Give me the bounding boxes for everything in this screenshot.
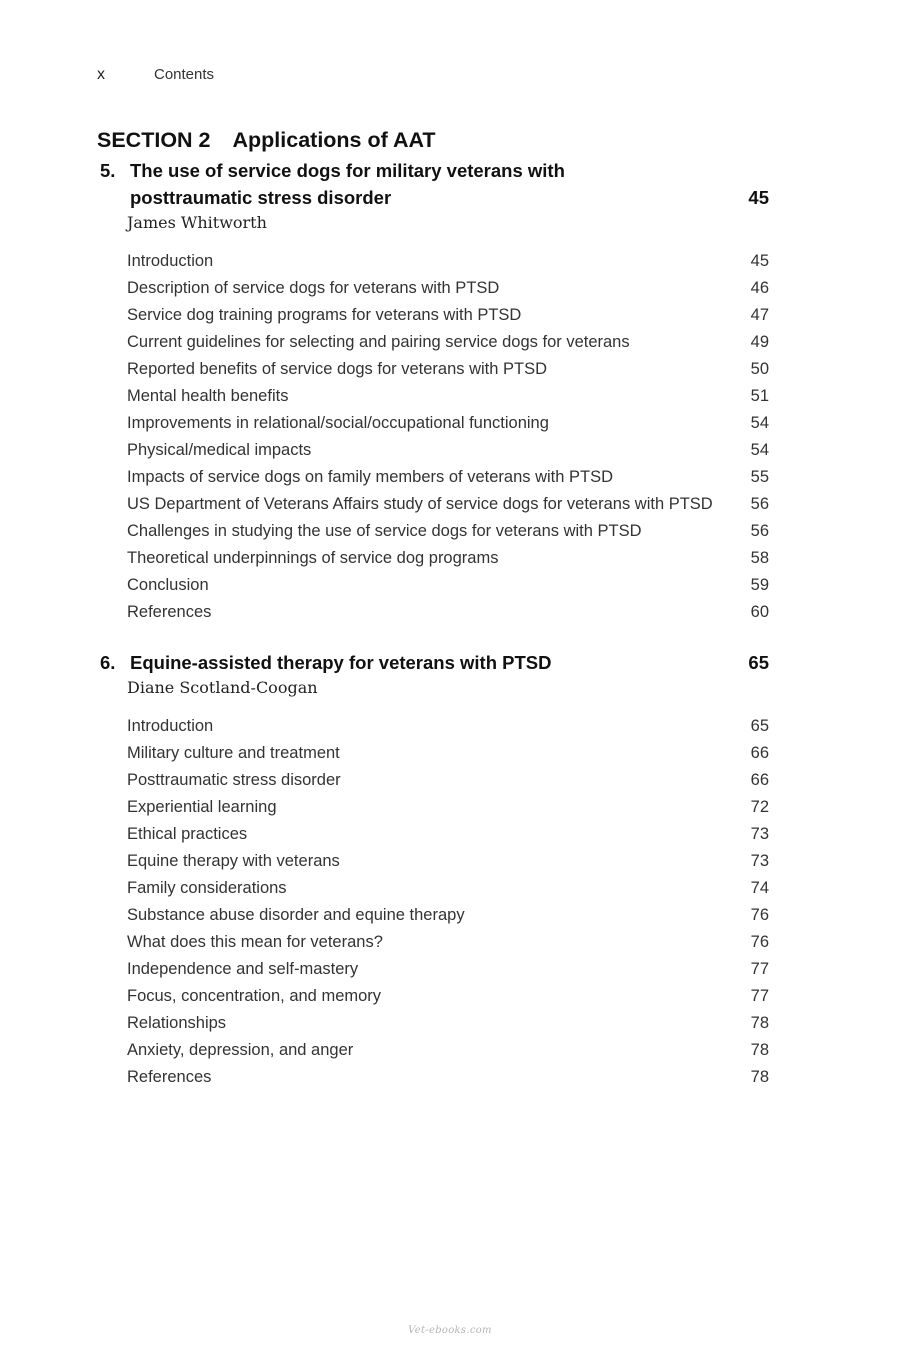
toc-entry-title: Theoretical underpinnings of service dog programs xyxy=(127,549,499,567)
toc-entry[interactable] xyxy=(127,713,772,740)
toc-entry[interactable] xyxy=(127,356,772,383)
toc-entry-title: Substance abuse disorder and equine therapy xyxy=(127,906,465,924)
chapter-title-line: Equine-assisted therapy for veterans with PTSD xyxy=(130,652,552,673)
toc-entry[interactable] xyxy=(127,275,772,302)
toc-entry[interactable] xyxy=(127,740,772,767)
toc-entry[interactable] xyxy=(127,491,772,518)
toc-entry[interactable] xyxy=(127,875,772,902)
toc-entry-page: 59 xyxy=(750,576,769,594)
chapter-title xyxy=(130,157,772,211)
toc-entry-title: Service dog training programs for veterans with PTSD xyxy=(127,306,522,324)
toc-entry-title: Improvements in relational/social/occupational functioning xyxy=(127,414,549,432)
running-title: Contents xyxy=(154,66,215,83)
toc-entry-page: 74 xyxy=(750,879,769,897)
toc-entry-title: What does this mean for veterans? xyxy=(127,933,383,951)
toc-entry[interactable] xyxy=(127,518,772,545)
toc-entry-page: 47 xyxy=(750,306,769,324)
toc-entry[interactable] xyxy=(127,329,772,356)
toc-entry-page: 45 xyxy=(750,252,769,270)
toc-entry-page: 56 xyxy=(750,522,769,540)
toc-entry-title: Independence and self-mastery xyxy=(127,960,359,978)
section-heading xyxy=(97,128,436,153)
toc-entry-title: Ethical practices xyxy=(127,825,248,843)
toc-entry-title: Experiential learning xyxy=(127,798,277,816)
section-title: Applications of AAT xyxy=(232,128,436,152)
toc-entry[interactable] xyxy=(127,1064,772,1091)
toc-entry-page: 51 xyxy=(750,387,769,405)
toc-entry-page: 50 xyxy=(750,360,769,378)
chapter-6 xyxy=(97,649,772,1107)
toc-entry-title: References xyxy=(127,1068,212,1086)
toc-entry[interactable] xyxy=(127,464,772,491)
toc-entry[interactable] xyxy=(127,437,772,464)
section-label: SECTION 2 xyxy=(97,128,211,152)
toc-entry-page: 78 xyxy=(750,1068,769,1086)
toc-entry[interactable] xyxy=(127,410,772,437)
chapter-title-line: The use of service dogs for military veterans with xyxy=(130,160,565,181)
toc-entry-page: 72 xyxy=(750,798,769,816)
toc-entry-page: 77 xyxy=(750,987,769,1005)
toc-entry-page: 60 xyxy=(750,603,769,621)
toc-entry[interactable] xyxy=(127,848,772,875)
toc-entry[interactable] xyxy=(127,902,772,929)
toc-entry-page: 73 xyxy=(750,852,769,870)
toc-entry-title: Posttraumatic stress disorder xyxy=(127,771,341,789)
toc-entry-title: Physical/medical impacts xyxy=(127,441,312,459)
chapter-page-number: 45 xyxy=(748,187,769,208)
toc-entry-title: Focus, concentration, and memory xyxy=(127,987,382,1005)
toc-entry-title: Current guidelines for selecting and pairing service dogs for veterans xyxy=(127,333,630,351)
toc-entry[interactable] xyxy=(127,383,772,410)
toc-entry[interactable] xyxy=(127,1037,772,1064)
toc-entry[interactable] xyxy=(127,983,772,1010)
toc-entry-page: 58 xyxy=(750,549,769,567)
toc-entry-page: 46 xyxy=(750,279,769,297)
toc-entry-title: Military culture and treatment xyxy=(127,744,340,762)
toc-entry-page: 56 xyxy=(750,495,769,513)
toc-entry-title: Introduction xyxy=(127,717,214,735)
toc-entry[interactable] xyxy=(127,302,772,329)
toc-entry[interactable] xyxy=(127,956,772,983)
chapter-page-number: 65 xyxy=(748,652,769,673)
toc-entry-page: 76 xyxy=(750,906,769,924)
toc-entry-title: US Department of Veterans Affairs study of service dogs for veterans with PTSD xyxy=(127,495,713,513)
toc-entry-page: 54 xyxy=(750,414,769,432)
toc-entry-title: Equine therapy with veterans xyxy=(127,852,340,870)
chapter-author: Diane Scotland-Coogan xyxy=(127,678,318,697)
toc-entry-title: Description of service dogs for veterans with PTSD xyxy=(127,279,500,297)
toc-entry-page: 65 xyxy=(750,717,769,735)
toc-entry[interactable] xyxy=(127,545,772,572)
toc-entry-title: Reported benefits of service dogs for veterans with PTSD xyxy=(127,360,548,378)
toc-entry-title: Anxiety, depression, and anger xyxy=(127,1041,354,1059)
toc-entry-page: 55 xyxy=(750,468,769,486)
toc-entry-title: References xyxy=(127,603,212,621)
toc-entry[interactable] xyxy=(127,599,772,626)
toc-entry[interactable] xyxy=(127,821,772,848)
toc-entry-page: 78 xyxy=(750,1014,769,1032)
toc-entry[interactable] xyxy=(127,929,772,956)
chapter-heading[interactable] xyxy=(97,157,772,211)
running-head xyxy=(97,66,214,84)
toc-entry[interactable] xyxy=(127,248,772,275)
toc-entry[interactable] xyxy=(127,1010,772,1037)
chapter-author: James Whitworth xyxy=(127,213,267,232)
toc-entry-title: Impacts of service dogs on family members of veterans with PTSD xyxy=(127,468,614,486)
toc-entry-page: 66 xyxy=(750,771,769,789)
toc-entry-page: 78 xyxy=(750,1041,769,1059)
toc-entry-page: 76 xyxy=(750,933,769,951)
page-folio: x xyxy=(97,66,105,83)
chapter-5 xyxy=(97,157,772,642)
chapter-entries xyxy=(127,713,772,1091)
chapter-number: 6. xyxy=(100,652,116,673)
chapter-number: 5. xyxy=(100,160,116,181)
toc-entry-title: Challenges in studying the use of service dogs for veterans with PTSD xyxy=(127,522,642,540)
toc-entry-title: Mental health benefits xyxy=(127,387,289,405)
toc-entry-page: 73 xyxy=(750,825,769,843)
toc-entry-title: Family considerations xyxy=(127,879,287,897)
watermark-logo: Vet-ebooks.com xyxy=(408,1325,492,1336)
toc-entry[interactable] xyxy=(127,572,772,599)
toc-entry-page: 66 xyxy=(750,744,769,762)
toc-entry-page: 54 xyxy=(750,441,769,459)
chapter-title-line: posttraumatic stress disorder xyxy=(130,187,392,208)
toc-entry-title: Relationships xyxy=(127,1014,227,1032)
toc-entry-title: Introduction xyxy=(127,252,214,270)
toc-entry-page: 77 xyxy=(750,960,769,978)
toc-entry[interactable] xyxy=(127,794,772,821)
toc-entry-page: 49 xyxy=(750,333,769,351)
chapter-entries xyxy=(127,248,772,626)
chapter-heading[interactable] xyxy=(97,649,772,676)
toc-entry-title: Conclusion xyxy=(127,576,209,594)
toc-entry[interactable] xyxy=(127,767,772,794)
chapter-title xyxy=(130,649,772,676)
